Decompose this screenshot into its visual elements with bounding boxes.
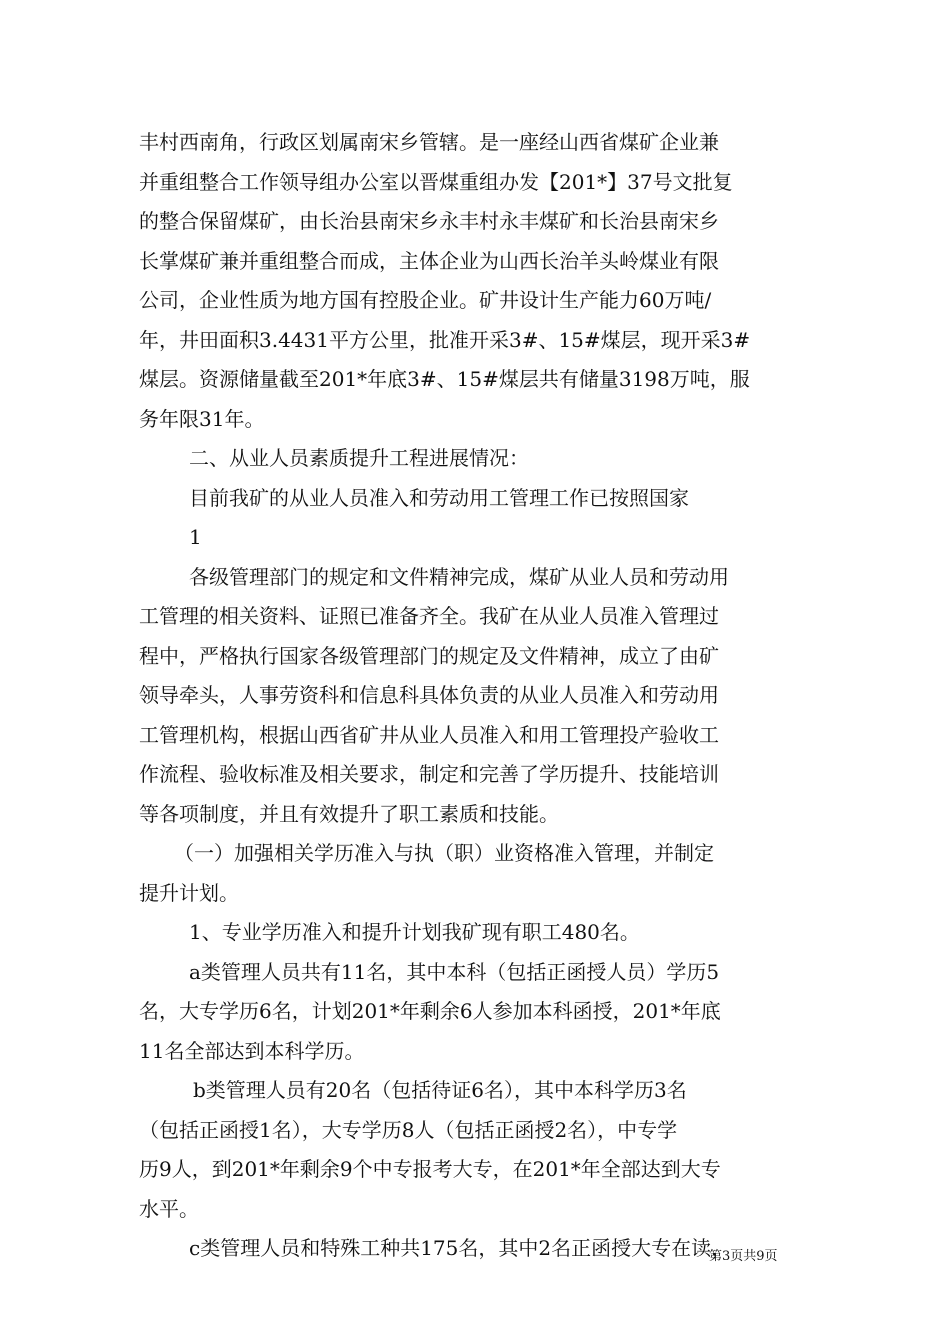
page-footer: 第3页共9页 bbox=[709, 1249, 778, 1264]
paragraph-line: b类管理人员有20名（包括待证6名），其中本科学历3名 bbox=[193, 1078, 687, 1102]
paragraph-line: 水平。 bbox=[139, 1197, 199, 1221]
paragraph-line: 务年限31年。 bbox=[139, 407, 265, 431]
paragraph-line: 作流程、验收标准及相关要求，制定和完善了学历提升、技能培训 bbox=[139, 762, 719, 786]
subsection-heading: （一）加强相关学历准入与执（职）业资格准入管理，并制定 bbox=[174, 841, 714, 865]
paragraph-line: 领导牵头，人事劳资科和信息科具体负责的从业人员准入和劳动用 bbox=[139, 683, 719, 707]
paragraph-line: 名，大专学历6名，计划201*年剩余6人参加本科函授，201*年底 bbox=[139, 999, 721, 1023]
paragraph-line: 丰村西南角，行政区划属南宋乡管辖。是一座经山西省煤矿企业兼 bbox=[139, 130, 719, 154]
paragraph-line: c类管理人员和特殊工种共175名，其中2名正函授大专在读， bbox=[189, 1236, 732, 1260]
inline-page-number: 1 bbox=[189, 525, 202, 549]
section-heading: 二、从业人员素质提升工程进展情况： bbox=[189, 446, 529, 470]
paragraph-line: 的整合保留煤矿，由长治县南宋乡永丰村永丰煤矿和长治县南宋乡 bbox=[139, 209, 719, 233]
paragraph-line: 提升计划。 bbox=[139, 881, 239, 905]
paragraph-line: 并重组整合工作领导组办公室以晋煤重组办发【201*】37号文批复 bbox=[139, 170, 733, 194]
paragraph-line: 煤层。资源储量截至201*年底3#、15#煤层共有储量3198万吨，服 bbox=[139, 367, 750, 391]
paragraph-line: 11名全部达到本科学历。 bbox=[139, 1039, 365, 1063]
paragraph-line: a类管理人员共有11名，其中本科（包括正函授人员）学历5 bbox=[189, 960, 720, 984]
paragraph-line: 1、专业学历准入和提升计划我矿现有职工480名。 bbox=[189, 920, 640, 944]
paragraph-line: 长掌煤矿兼并重组整合而成，主体企业为山西长治羊头岭煤业有限 bbox=[139, 249, 719, 273]
paragraph-line: 年，井田面积3.4431平方公里，批准开采3#、15#煤层，现开采3# bbox=[139, 328, 751, 352]
paragraph-line: 公司，企业性质为地方国有控股企业。矿井设计生产能力60万吨/ bbox=[139, 288, 712, 312]
paragraph-line: 历9人，到201*年剩余9个中专报考大专，在201*年全部达到大专 bbox=[139, 1157, 721, 1181]
paragraph-line: 程中，严格执行国家各级管理部门的规定及文件精神，成立了由矿 bbox=[139, 644, 719, 668]
paragraph-line: 目前我矿的从业人员准入和劳动用工管理工作已按照国家 bbox=[189, 486, 689, 510]
paragraph-line: 工管理的相关资料、证照已准备齐全。我矿在从业人员准入管理过 bbox=[139, 604, 719, 628]
paragraph-line: （包括正函授1名），大专学历8人（包括正函授2名），中专学 bbox=[139, 1118, 678, 1142]
paragraph-line: 各级管理部门的规定和文件精神完成，煤矿从业人员和劳动用 bbox=[189, 565, 729, 589]
paragraph-line: 等各项制度，并且有效提升了职工素质和技能。 bbox=[139, 802, 559, 826]
paragraph-line: 工管理机构，根据山西省矿井从业人员准入和用工管理投产验收工 bbox=[139, 723, 719, 747]
